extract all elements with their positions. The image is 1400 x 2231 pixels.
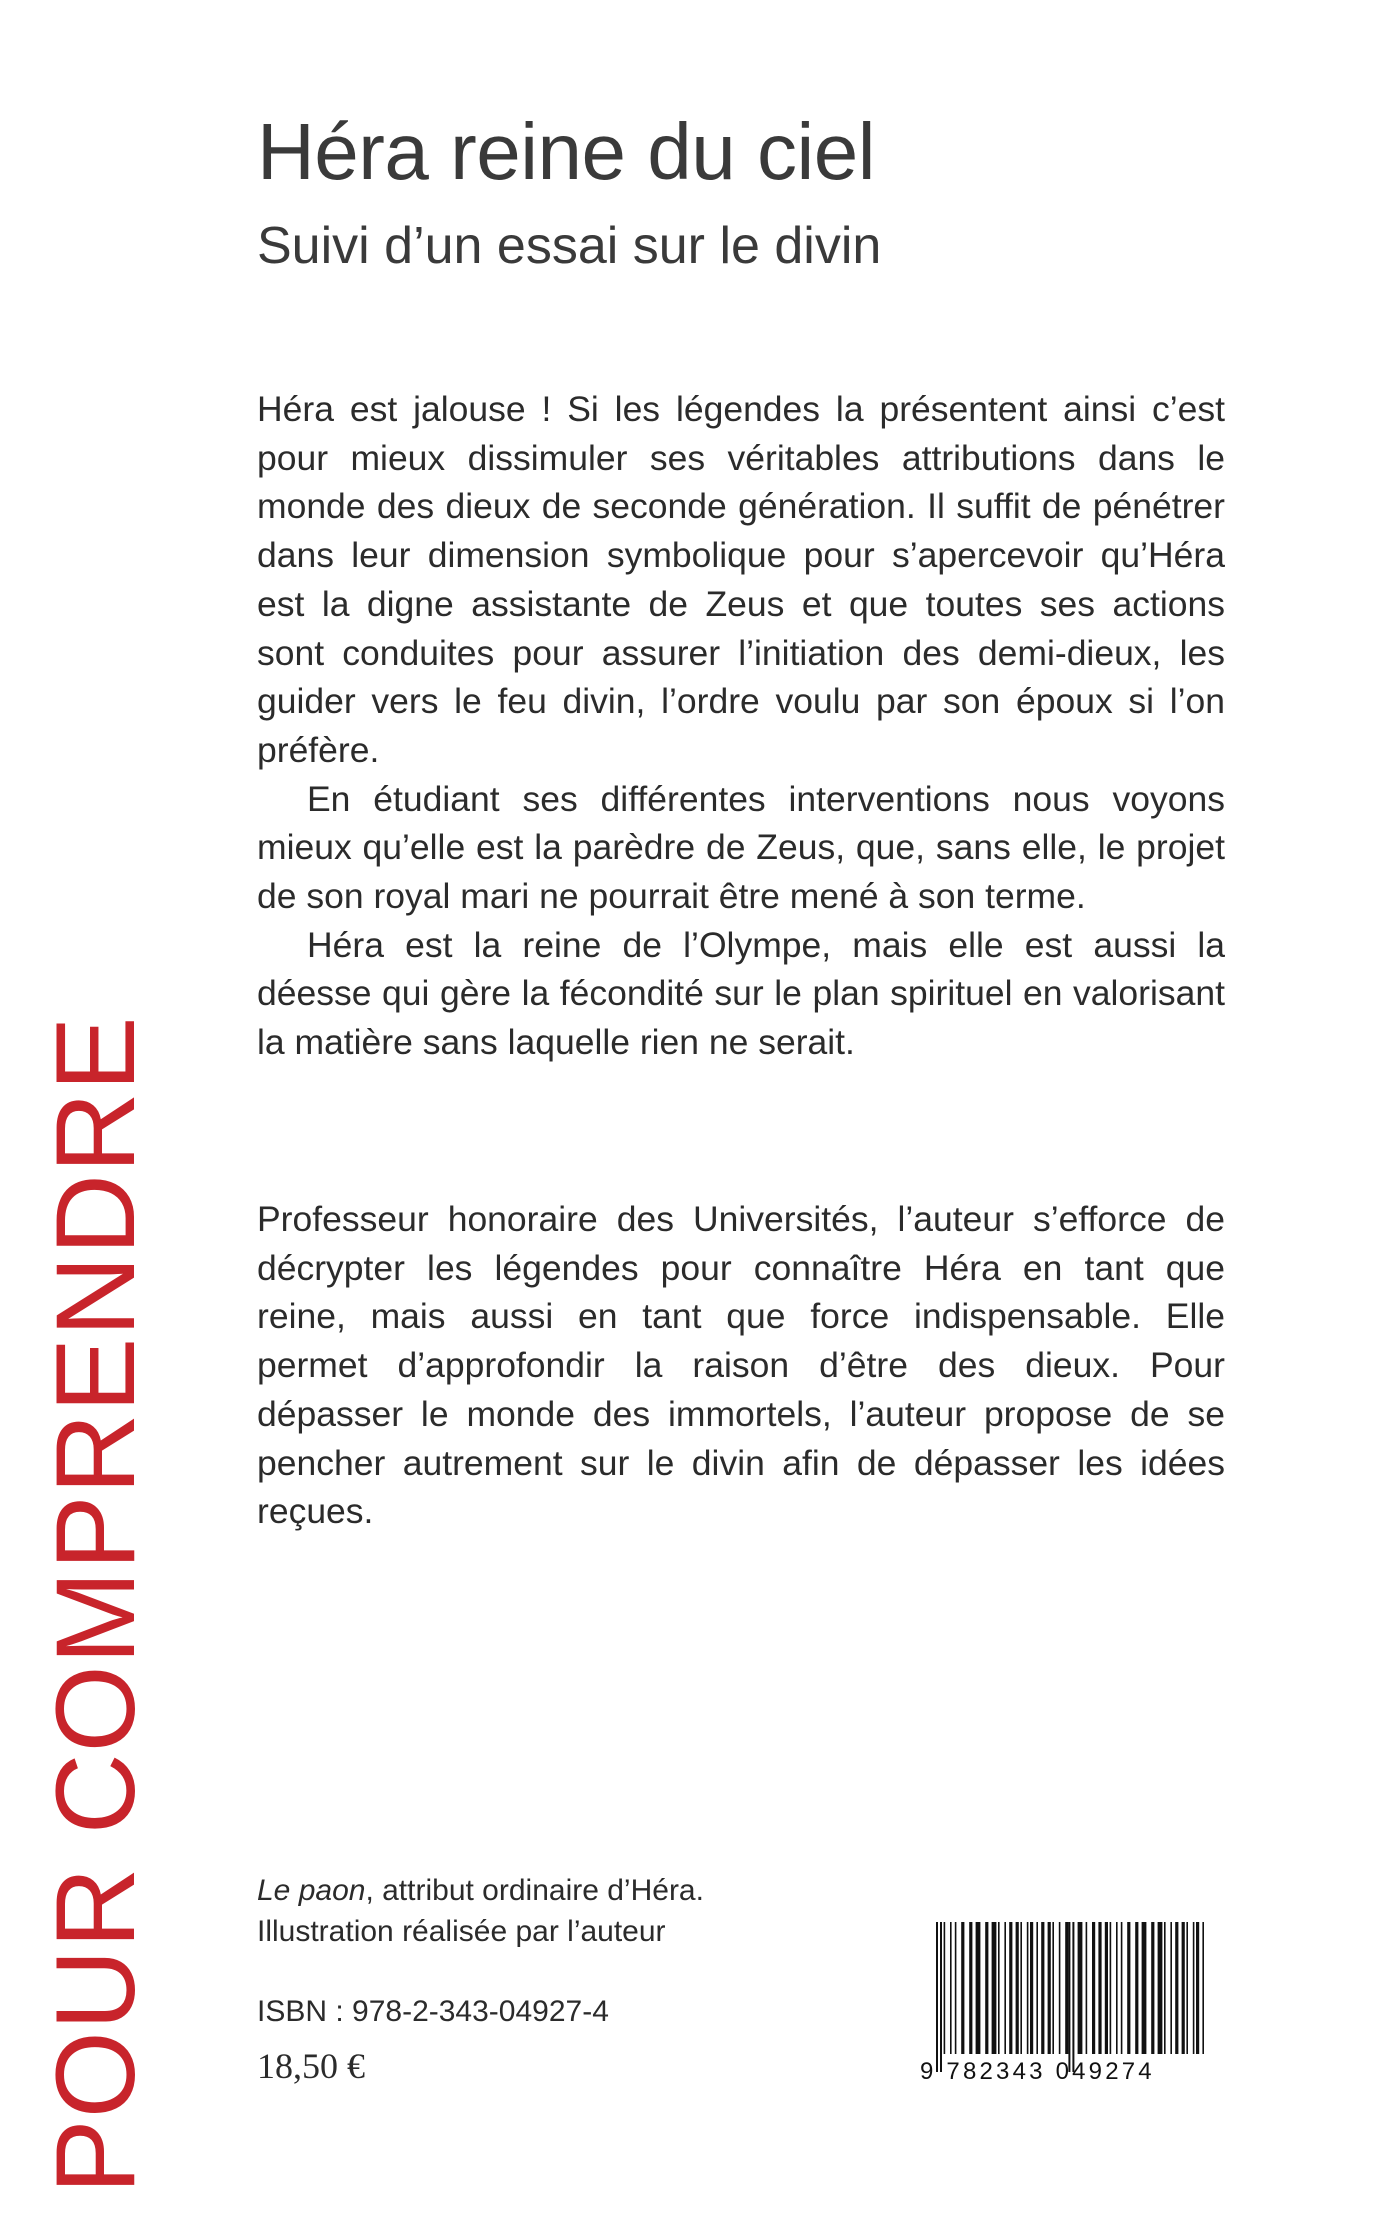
- price: 18,50 €: [257, 2046, 365, 2086]
- barcode-bar: [950, 1922, 952, 2054]
- barcode-bar: [1193, 1922, 1195, 2054]
- series-name: POUR COMPRENDRE: [33, 1015, 158, 2194]
- barcode-bar: [1175, 1922, 1178, 2054]
- barcode-bar: [1086, 1922, 1088, 2054]
- barcode-bar: [1059, 1922, 1061, 2054]
- summary-paragraph: Héra est la reine de l’Olympe, mais elle est aussi la déesse qui gère la fécondité sur le plan spirituel en valorisant la matière sans laquelle rien ne serait.: [257, 924, 1225, 1063]
- barcode-bar: [955, 1922, 957, 2054]
- barcode-bar: [985, 1922, 988, 2054]
- barcode-bar: [961, 1922, 964, 2054]
- barcode-bar: [1098, 1922, 1101, 2054]
- barcode-bar: [1030, 1922, 1033, 2054]
- barcode-bar: [1202, 1922, 1204, 2054]
- barcode-bar: [1068, 1922, 1070, 2072]
- barcode-bar: [1092, 1922, 1095, 2054]
- barcode-bar: [1158, 1922, 1163, 2054]
- barcode-bar: [940, 1922, 942, 2072]
- barcode-bar: [1135, 1922, 1138, 2054]
- barcode-bar: [1016, 1922, 1019, 2054]
- barcode-bar: [1186, 1922, 1188, 2054]
- caption-line-2: Illustration réalisée par l’auteur: [257, 1915, 666, 1948]
- barcode-bar: [1009, 1922, 1012, 2054]
- barcode-bar: [1170, 1922, 1172, 2054]
- barcode-bar: [1072, 1922, 1074, 2072]
- barcode-bar: [1116, 1922, 1118, 2054]
- barcode-bar: [969, 1922, 972, 2054]
- summary-paragraph: Héra est jalouse ! Si les légendes la présentent ainsi c’est pour mieux dissimuler ses véritables attributions dans le monde des dieux de seconde génération. Il suffit de pénétrer dans leur dimension symbolique pour s’apercevoir qu’Héra est la digne assistante de Zeus et que toutes ses actions sont conduites pour assurer l’initiation des demi-dieux, les guider vers le feu divin, l’ordre voulu par son époux si l’on préfère.: [257, 389, 1225, 770]
- book-title: Héra reine du ciel: [257, 107, 875, 196]
- isbn: ISBN : 978-2-343-04927-4: [257, 1995, 609, 2028]
- barcode-bar: [1065, 1922, 1068, 2054]
- barcode-bar: [1127, 1922, 1130, 2054]
- caption-italic: Le paon: [257, 1874, 366, 1907]
- barcode-bar: [1164, 1922, 1166, 2054]
- barcode-bar: [976, 1922, 981, 2054]
- book-subtitle: Suivi d’un essai sur le divin: [257, 217, 882, 275]
- barcode-bar: [992, 1922, 997, 2054]
- barcode-bar: [1020, 1922, 1022, 2054]
- barcode-bar: [1142, 1922, 1147, 2054]
- illustration-caption: [257, 1870, 704, 1952]
- barcode-bar: [1105, 1922, 1108, 2054]
- barcode-bar: [1004, 1922, 1006, 2054]
- caption-line-1: [257, 1870, 704, 1911]
- barcode-bar: [1041, 1922, 1044, 2054]
- barcode-digits: 9 782343 049274: [920, 2058, 1155, 2085]
- barcode-bar: [1182, 1922, 1185, 2054]
- barcode-bar: [1027, 1922, 1029, 2054]
- barcode-bar: [944, 1922, 946, 2054]
- barcode-bar: [998, 1922, 1000, 2054]
- author-bio-paragraph: Professeur honoraire des Universités, l’auteur s’efforce de décrypter les légendes pour connaître Héra en tant que reine, mais aussi en tant que force indispensable. Elle permet d’approfondir la raison d’être des dieux. Pour dépasser le monde des immortels, l’auteur propose de se pencher autrement sur le divin afin de dépasser les idées reçues.: [257, 1199, 1225, 1532]
- author-bio: [257, 1195, 1225, 1536]
- barcode-bar: [1048, 1922, 1051, 2054]
- summary-paragraph: En étudiant ses différentes interventions nous voyons mieux qu’elle est la parèdre de Zeus, que, sans elle, le projet de son royal mari ne pourrait être mené à son terme.: [257, 778, 1225, 917]
- barcode-bar: [1121, 1922, 1123, 2054]
- barcode-bar: [1036, 1922, 1038, 2054]
- barcode-bar: [1110, 1922, 1112, 2054]
- barcode-bar: [1078, 1922, 1083, 2054]
- summary-text: [257, 385, 1225, 1067]
- barcode-bar: [1052, 1922, 1054, 2054]
- barcode-bar: [1151, 1922, 1154, 2054]
- caption-rest: , attribut ordinaire d’Héra.: [365, 1874, 704, 1907]
- barcode-bar: [1196, 1922, 1199, 2054]
- barcode-bar: [936, 1922, 938, 2072]
